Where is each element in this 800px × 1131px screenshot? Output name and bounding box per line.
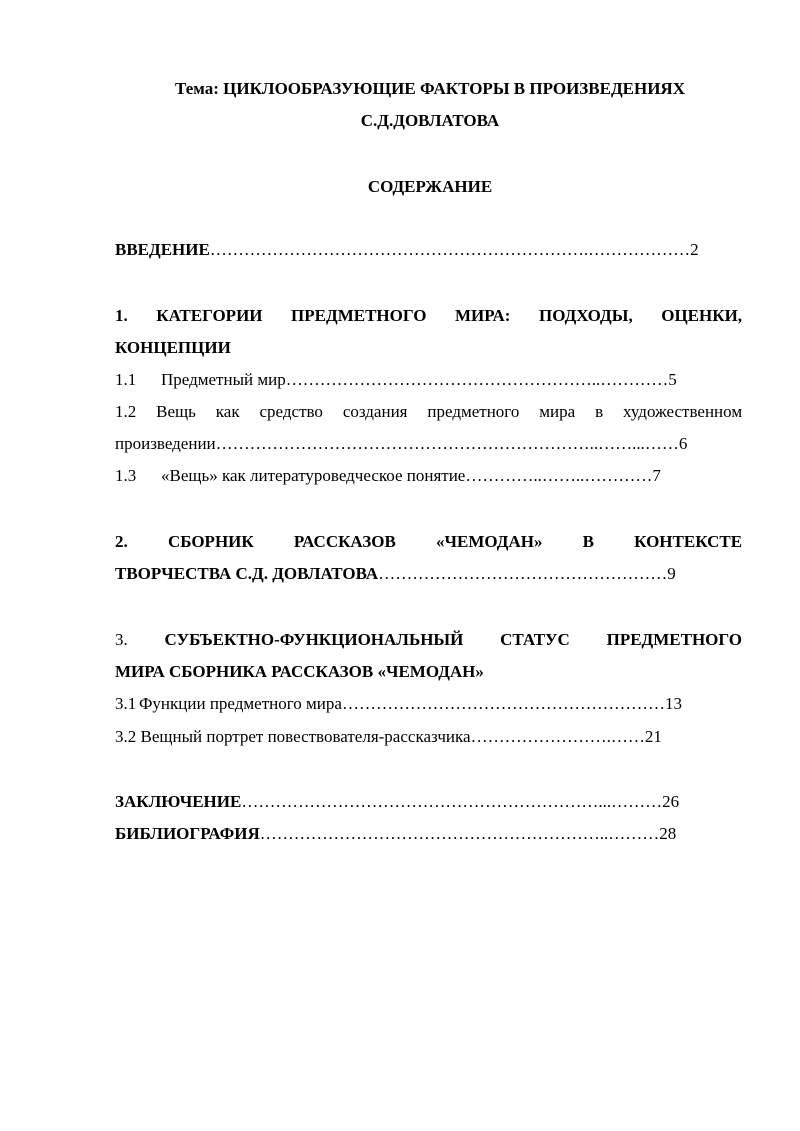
toc-ch1-line1: [115, 305, 742, 327]
toc-entry-conclusion: [115, 791, 679, 813]
toc-ch3-word: СТАТУС: [500, 630, 570, 649]
toc-ch2-word: КОНТЕКСТЕ: [634, 532, 743, 551]
toc-ch1-line2: КОНЦЕПЦИИ: [115, 338, 231, 357]
toc-ch2-page: 9: [667, 564, 676, 583]
toc-ch3-line1: [115, 629, 742, 651]
toc-1-2-word: в: [595, 402, 604, 421]
toc-3-1-title: Функции предметного мира: [139, 694, 342, 713]
theme-title-line2: С.Д.ДОВЛАТОВА: [360, 111, 500, 130]
toc-1-3-leader: …………..……..…………: [465, 466, 653, 485]
toc-ch2-line1: [115, 531, 742, 553]
toc-entry-ch2-line2: [115, 563, 676, 585]
toc-3-1-page: 13: [664, 694, 682, 713]
toc-ch1-word: МИРА:: [455, 306, 511, 325]
toc-ch2-leader: ……………………………………………: [378, 564, 668, 583]
toc-ch3-line2: МИРА СБОРНИКА РАССКАЗОВ «ЧЕМОДАН»: [115, 662, 484, 681]
toc-1-2-word: предметного: [427, 402, 520, 421]
toc-entry-3-1: [115, 693, 682, 715]
toc-ch2-title2: ТВОРЧЕСТВА С.Д. ДОВЛАТОВА: [115, 564, 379, 583]
toc-entry-intro: [115, 239, 699, 261]
toc-ch1-word: КАТЕГОРИИ: [156, 306, 263, 325]
toc-1-2-leader: …………………………………………………………..……...……: [215, 434, 679, 453]
toc-ch3-word: СУБЪЕКТНО-ФУНКЦИОНАЛЬНЫЙ: [164, 630, 464, 649]
toc-1-1-leader: ………………………………………………..…………: [285, 370, 669, 389]
toc-intro-title: ВВЕДЕНИЕ: [115, 240, 210, 259]
toc-1-2-word: создания: [342, 402, 408, 421]
toc-intro-page: 2: [690, 240, 699, 259]
toc-ch1-word: ОЦЕНКИ,: [661, 306, 743, 325]
toc-entry-1-3: [115, 465, 661, 487]
toc-1-2-word: мира: [539, 402, 576, 421]
toc-1-1-page: 5: [668, 370, 677, 389]
toc-3-2-leader: …………………….……: [470, 727, 645, 746]
toc-ch2-word: СБОРНИК: [167, 532, 254, 551]
toc-bibliography-page: 28: [659, 824, 677, 843]
theme-text-line1: ЦИКЛООБРАЗУЮЩИЕ ФАКТОРЫ В ПРОИЗВЕДЕНИЯХ: [223, 79, 685, 98]
toc-ch1-word: ПРЕДМЕТНОГО: [291, 306, 427, 325]
toc-3-2-num: 3.2: [115, 727, 137, 746]
toc-entry-3-2: [115, 726, 662, 748]
toc-ch1-word: 1.: [115, 306, 128, 325]
toc-bibliography-leader: ……………………………………………………..………: [259, 824, 660, 843]
toc-entry-1-2-line1: [115, 401, 742, 423]
toc-entry-1-1: [115, 369, 677, 391]
toc-1-2-page: 6: [678, 434, 688, 453]
toc-ch2-word: «ЧЕМОДАН»: [436, 532, 543, 551]
toc-intro-leader: ………………………………………………………….………………: [209, 240, 691, 259]
toc-entry-1-2-line2: [115, 433, 687, 455]
toc-conclusion-leader: ………………………………………………………...………: [241, 792, 663, 811]
toc-1-3-num: 1.3: [115, 466, 137, 485]
toc-ch3-word: ПРЕДМЕТНОГО: [606, 630, 743, 649]
theme-prefix: Тема:: [175, 79, 219, 98]
toc-1-3-page: 7: [652, 466, 661, 485]
toc-1-2-word: художественном: [623, 402, 743, 421]
toc-entry-bibliography: [115, 823, 676, 845]
toc-ch2-word: 2.: [115, 532, 128, 551]
toc-conclusion-page: 26: [662, 792, 680, 811]
toc-1-2-word: как: [215, 402, 240, 421]
toc-3-1-num: 3.1: [115, 694, 137, 713]
toc-ch1-word: ПОДХОДЫ,: [538, 306, 633, 325]
toc-1-3-title: «Вещь» как литературоведческое понятие: [161, 466, 466, 485]
toc-ch2-word: В: [582, 532, 594, 551]
toc-3-2-title: Вещный портрет повествователя-рассказчика: [140, 727, 471, 746]
toc-1-2-title2: произведении: [115, 434, 216, 453]
theme-title-line1: [60, 78, 800, 100]
toc-1-2-num: 1.2: [115, 402, 137, 421]
toc-1-2-word: средство: [259, 402, 323, 421]
toc-3-2-page: 21: [644, 727, 662, 746]
toc-bibliography-title: БИБЛИОГРАФИЯ: [115, 824, 260, 843]
toc-1-1-title: Предметный мир: [161, 370, 286, 389]
toc-1-2-word: Вещь: [156, 402, 196, 421]
contents-heading: СОДЕРЖАНИЕ: [367, 177, 493, 196]
toc-1-1-num: 1.1: [115, 370, 137, 389]
toc-3-1-leader: …………………………………………………: [341, 694, 665, 713]
toc-ch2-word: РАССКАЗОВ: [293, 532, 396, 551]
toc-conclusion-title: ЗАКЛЮЧЕНИЕ: [115, 792, 242, 811]
toc-ch3-num: 3.: [115, 630, 128, 649]
